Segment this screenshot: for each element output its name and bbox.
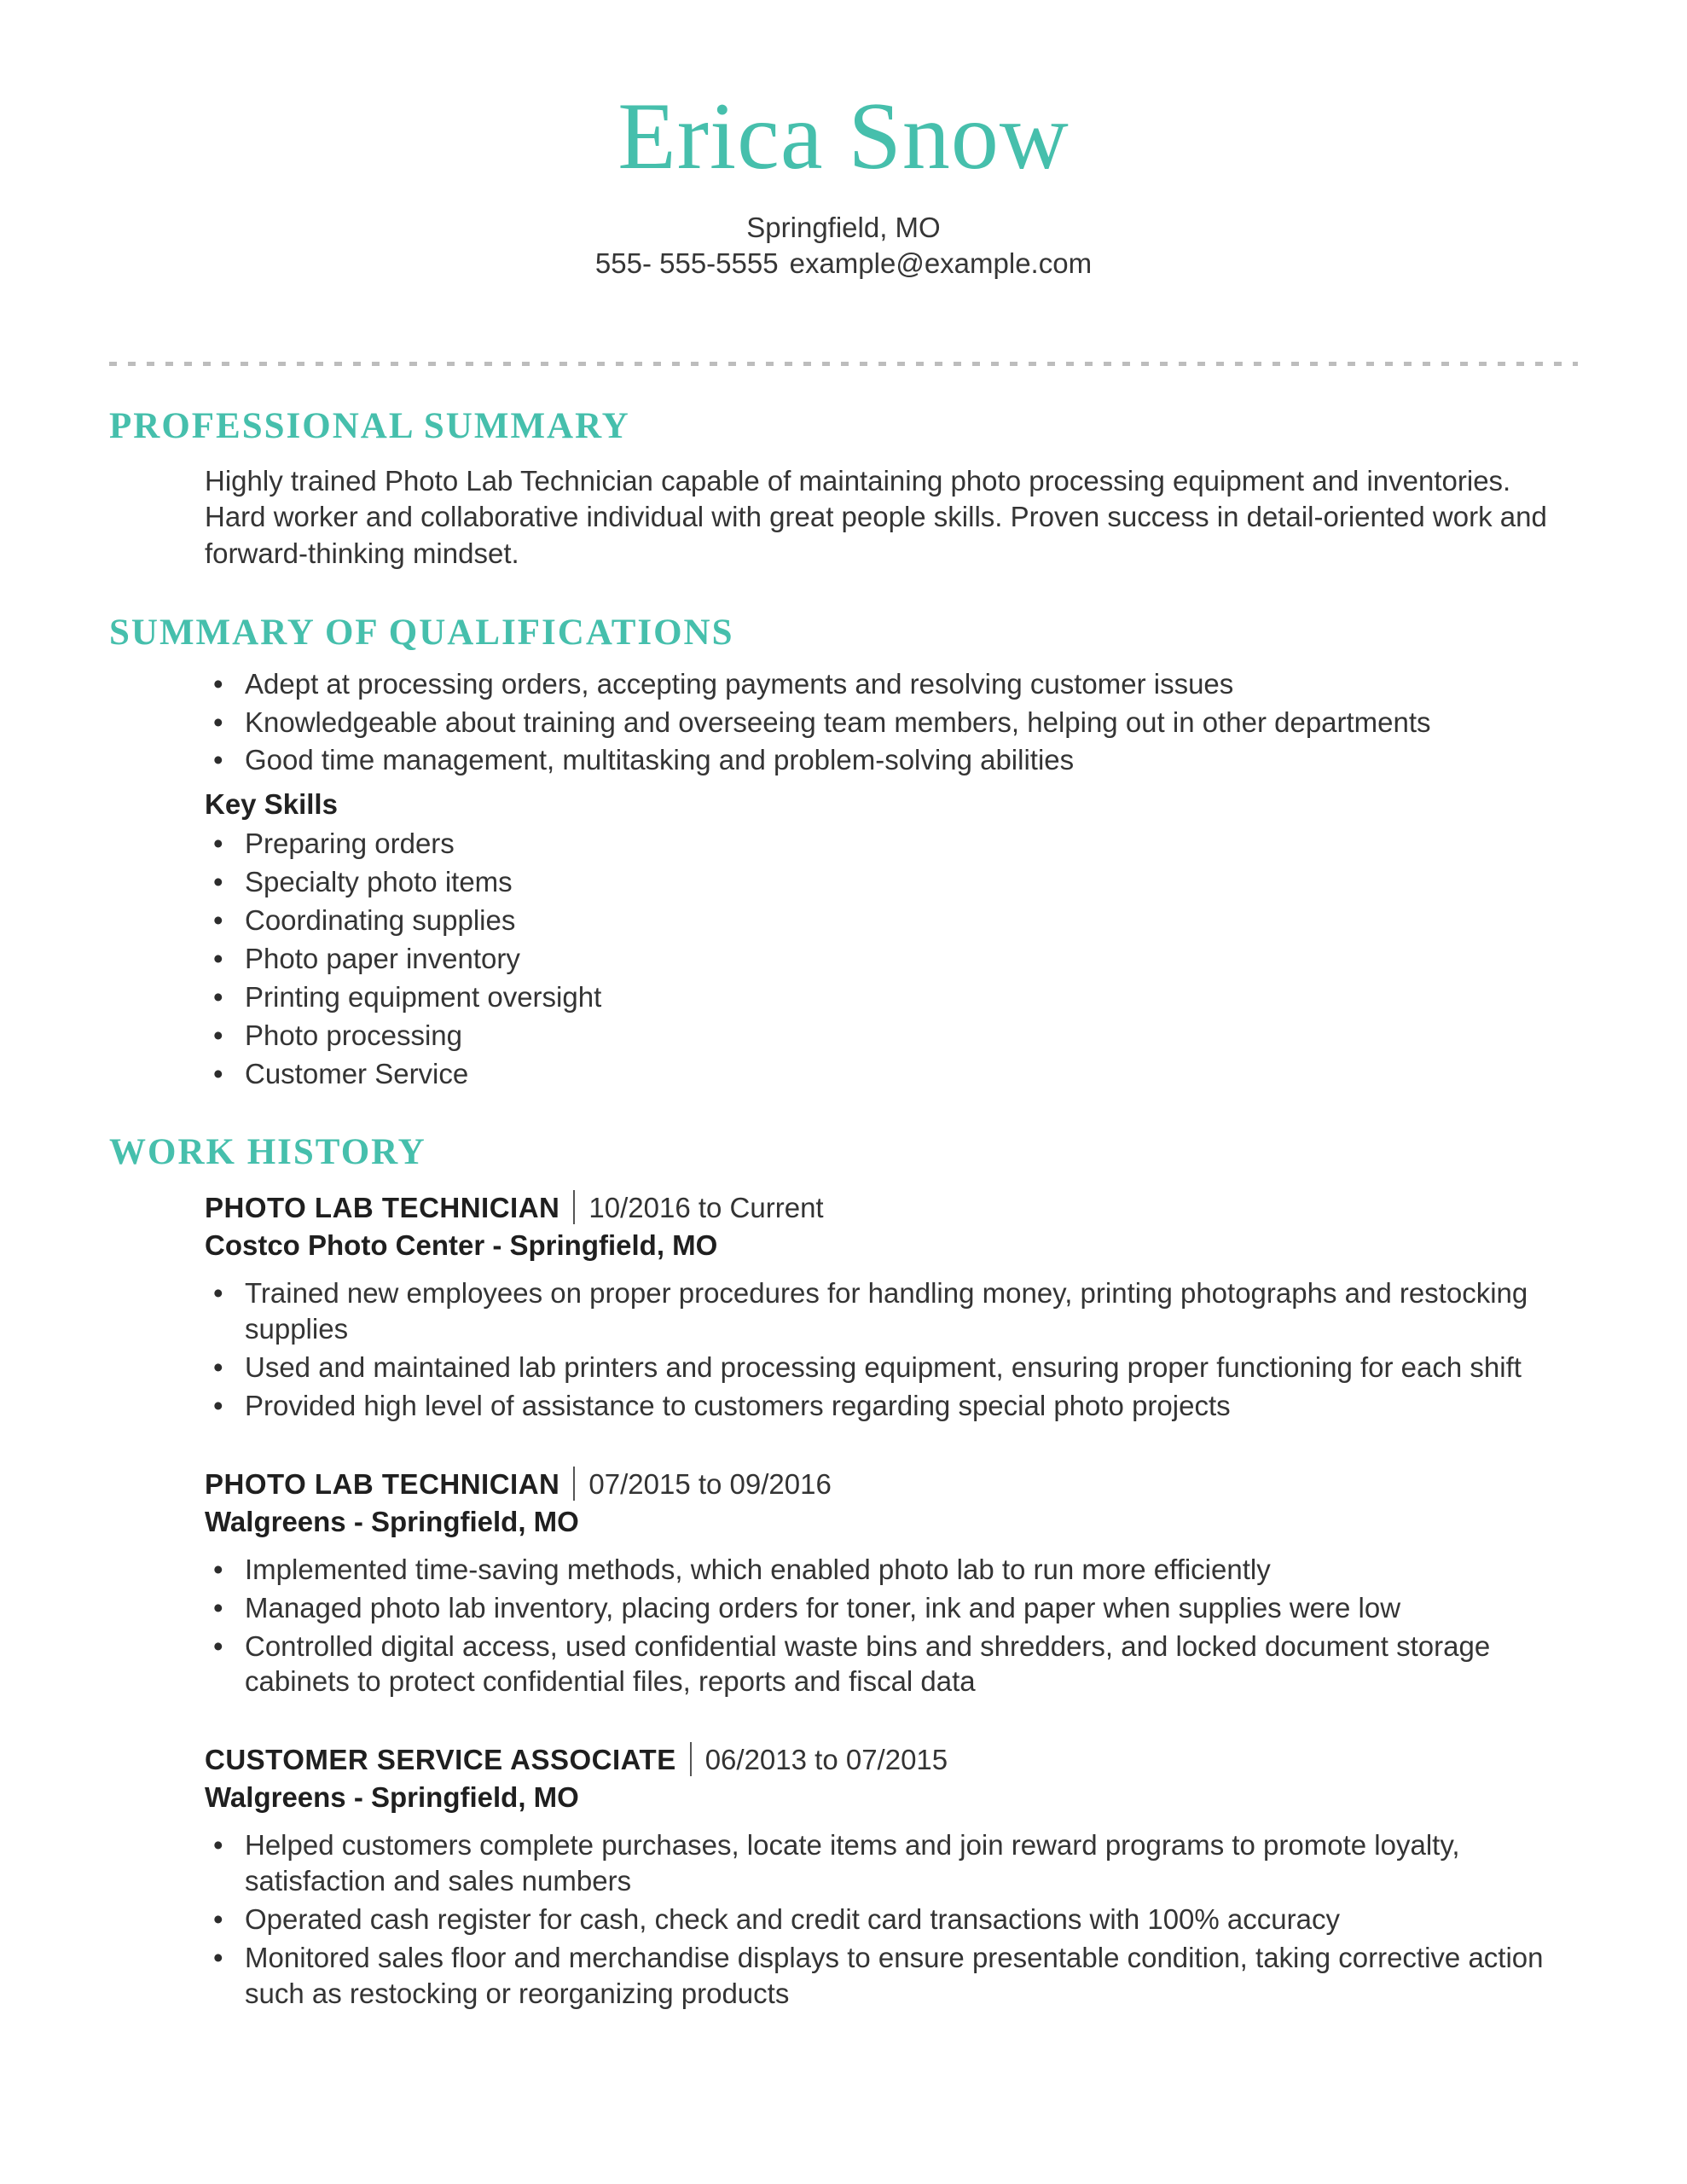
job-title: PHOTO LAB TECHNICIAN [205,1467,560,1500]
job-company: Walgreens - Springfield, MO [205,1505,579,1537]
key-skill-text: Photo paper inventory [245,943,520,975]
qualification-text: Good time management, multitasking and problem-solving abilities [245,744,1075,776]
professional-summary-heading: PROFESSIONAL SUMMARY [109,406,630,447]
key-skills-label: Key Skills [205,788,338,821]
qualification-text: Adept at processing orders, accepting payments and resolving customer issues [245,667,1234,700]
job-duty-text: Helped customers complete purchases, locate items and join reward programs to promote loyalty, satisfaction and sales numbers [245,1829,1460,1897]
job-duty-item [205,1940,1578,2012]
job-duties-list [205,1275,1578,1424]
key-skills-list [109,826,1578,1091]
key-skill-text: Specialty photo items [245,866,513,898]
job-duties-list [205,1827,1578,2012]
key-skill-text: Printing equipment oversight [245,980,602,1013]
job-duty-item [205,1629,1578,1700]
key-skill-item [205,941,1578,977]
job-duty-text: Trained new employees on proper procedures for handling money, printing photographs and restocking supplies [245,1277,1528,1345]
job-duty-text: Managed photo lab inventory, placing orders for toner, ink and paper when supplies were low [245,1591,1401,1623]
job-title-line [205,1742,1578,1776]
qualification-item [205,742,1578,778]
job-entry [205,1190,1578,1424]
professional-summary-text: Highly trained Photo Lab Technician capable of maintaining photo processing equipment and inventories. Hard worker and collaborative individual with great people skills. Proven success in detail-oriented work and forward-thinking mindset. [205,464,1547,570]
key-skill-text: Coordinating supplies [245,904,516,937]
contact-phone: 555- 555-5555 [594,247,779,279]
section-work-history [109,1131,1578,2012]
job-entry [205,1742,1578,2012]
job-duty-item [205,1275,1578,1347]
pipe-separator-icon [573,1467,575,1501]
key-skill-item [205,1018,1578,1054]
job-title: CUSTOMER SERVICE ASSOCIATE [205,1744,676,1776]
job-entry [205,1467,1578,1700]
job-title: PHOTO LAB TECHNICIAN [205,1192,560,1224]
key-skill-item [205,1056,1578,1092]
section-qualifications [109,612,1578,1092]
job-title-line [205,1190,1578,1224]
key-skill-item [205,826,1578,862]
contact-email: example@example.com [789,247,1093,279]
job-dates: 07/2015 to 09/2016 [588,1467,832,1500]
key-skill-item [205,903,1578,938]
section-divider [109,362,1578,366]
key-skill-text: Photo processing [245,1019,462,1051]
pipe-separator-icon [573,1190,575,1224]
job-title-line [205,1467,1578,1501]
key-skill-text: Preparing orders [245,828,455,860]
contact-info [109,210,1578,282]
section-professional-summary [109,405,1578,572]
qualifications-list [109,666,1578,779]
key-skill-text: Customer Service [245,1057,469,1089]
candidate-name: Erica Snow [617,84,1070,189]
qualifications-heading: SUMMARY OF QUALIFICATIONS [109,613,734,653]
job-duty-text: Operated cash register for cash, check and credit card transactions with 100% accuracy [245,1903,1340,1936]
job-duty-item [205,1590,1578,1626]
job-duty-item [205,1388,1578,1424]
qualification-item [205,705,1578,741]
job-dates: 06/2013 to 07/2015 [704,1744,948,1776]
job-duty-text: Implemented time-saving methods, which enabled photo lab to run more efficiently [245,1553,1271,1585]
qualification-item [205,666,1578,702]
job-duty-item [205,1552,1578,1588]
job-company: Costco Photo Center - Springfield, MO [205,1229,718,1262]
job-duty-text: Monitored sales floor and merchandise displays to ensure presentable condition, taking corrective action such as restocking or reorganizing products [245,1942,1544,2009]
key-skill-item [205,979,1578,1015]
job-duty-item [205,1902,1578,1937]
contact-location: Springfield, MO [746,211,941,243]
resume-header [109,84,1578,282]
work-history-heading: WORK HISTORY [109,1131,426,1172]
contact-phone-email-line [109,246,1578,282]
pipe-separator-icon [690,1742,692,1776]
job-duty-text: Controlled digital access, used confidential waste bins and shredders, and locked document storage cabinets to protect confidential files, reports and fiscal data [245,1629,1491,1698]
jobs-list [205,1190,1578,2012]
job-duty-text: Provided high level of assistance to customers regarding special photo projects [245,1389,1231,1421]
job-duty-item [205,1350,1578,1385]
job-duty-text: Used and maintained lab printers and processing equipment, ensuring proper functioning for each shift [245,1350,1522,1383]
key-skill-item [205,864,1578,900]
job-duty-item [205,1827,1578,1899]
job-company: Walgreens - Springfield, MO [205,1781,579,1814]
job-duties-list [205,1552,1578,1700]
job-dates: 10/2016 to Current [588,1192,824,1224]
qualification-text: Knowledgeable about training and overseeing team members, helping out in other departments [245,706,1431,738]
